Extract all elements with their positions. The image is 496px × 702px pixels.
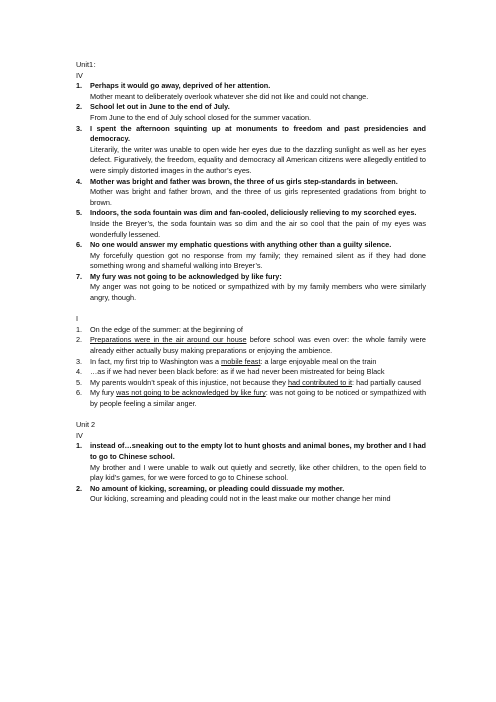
item-explanation: Our kicking, screaming and pleading could not in the least make our mother change her mind xyxy=(90,494,391,504)
item-explanation: Mother was bright and father brown, and the three of us girls represented gradations from bright to brown. xyxy=(90,187,426,207)
item-explanation: My brother and I were unable to walk out quietly and secretly, like other children, to the open field to play kid’s games, for we were forced to go to Chinese school. xyxy=(90,462,426,483)
unit1-section-i-heading: I xyxy=(76,314,79,324)
item-explanation: My forcefully question got no response from my family; they remained silent as if they had done something wrong and shameful walking into Breyer’s. xyxy=(90,250,426,271)
item-number: 4. xyxy=(76,367,83,377)
unit2-section-iv-heading: IV xyxy=(76,430,83,440)
item-number: 1. xyxy=(76,441,83,451)
item-underlined-phrase: mobile feast xyxy=(221,356,261,366)
list-item xyxy=(76,388,426,409)
list-item xyxy=(76,378,426,389)
item-number: 4. xyxy=(76,176,83,186)
list-item xyxy=(76,208,426,240)
item-quote: I spent the afternoon squinting up at monuments to freedom and past presidencies and democracy. xyxy=(90,123,426,144)
item-text: …as if we had never been black before: as if we had never been mistreated for being Black xyxy=(90,367,385,377)
item-underlined-phrase: Preparations were in the air around our house xyxy=(90,335,247,345)
item-quote: No amount of kicking, screaming, or pleading could dissuade my mother. xyxy=(90,483,345,493)
list-item xyxy=(76,367,426,378)
item-quote: Indoors, the soda fountain was dim and fan-cooled, deliciously relieving to my scorched eyes. xyxy=(90,208,417,218)
item-number: 2. xyxy=(76,483,83,493)
list-item xyxy=(76,335,426,356)
unit1-section-iv-heading: IV xyxy=(76,70,83,80)
item-explanation: Inside the Breyer’s, the soda fountain was so dim and the air so cool that the pain of my eyes was wonderfully lessened. xyxy=(90,218,426,239)
item-text-before: In fact, my first trip to Washington was a xyxy=(90,356,222,366)
item-number: 1. xyxy=(76,81,83,91)
item-number: 3. xyxy=(76,123,83,133)
item-number: 5. xyxy=(76,377,83,387)
item-number: 2. xyxy=(76,102,83,112)
item-explanation: My anger was not going to be noticed or sympathized with by my family members who were similarly angry, though. xyxy=(90,282,426,303)
item-quote: School let out in June to the end of July. xyxy=(90,102,230,112)
item-text: before school was even over: the whole family were already either actually busy making preparations or enjoying the ambience. xyxy=(90,335,426,356)
list-item xyxy=(76,441,426,483)
item-underlined-phrase: was not going to be acknowledged by like fury xyxy=(116,388,266,398)
list-item xyxy=(76,272,426,304)
item-quote: My fury was not going to be acknowledged by like fury: xyxy=(90,271,282,281)
item-text-before: My fury xyxy=(90,388,117,398)
list-item xyxy=(76,357,426,368)
item-number: 6. xyxy=(76,388,83,398)
item-number: 7. xyxy=(76,271,83,281)
list-item xyxy=(76,177,426,209)
item-text: : a large enjoyable meal on the train xyxy=(260,356,377,366)
item-text: : was not going to be noticed or sympathized with by people feeling a similar anger. xyxy=(90,388,427,408)
list-item xyxy=(76,325,426,336)
item-text-before: My parents wouldn’t speak of this injustice, not because they xyxy=(90,377,288,387)
list-item xyxy=(76,81,426,102)
item-explanation: From June to the end of July school closed for the summer vacation. xyxy=(90,112,312,122)
unit1-heading: Unit1： xyxy=(76,60,101,69)
item-number: 3. xyxy=(76,356,83,366)
item-explanation: Mother meant to deliberately overlook whatever she did not like and could not change. xyxy=(90,91,369,101)
item-quote: instead of…sneaking out to the empty lot to hunt ghosts and animal bones, my brother and I had to go to Chinese school. xyxy=(90,441,426,461)
list-item xyxy=(76,102,426,123)
item-underlined-phrase: had contributed to it xyxy=(287,377,353,387)
item-text: On the edge of the summer: at the beginning of xyxy=(90,324,243,334)
list-item xyxy=(76,240,426,272)
item-quote: Mother was bright and father was brown, the three of us girls step-standards in between. xyxy=(90,176,398,186)
item-quote: Perhaps it would go away, deprived of her attention. xyxy=(90,81,271,91)
item-number: 6. xyxy=(76,240,83,250)
list-item xyxy=(76,484,426,505)
item-number: 1. xyxy=(76,324,83,334)
item-number: 2. xyxy=(76,335,83,345)
item-number: 5. xyxy=(76,208,83,218)
item-text: : had partially caused xyxy=(352,377,421,387)
spacer xyxy=(76,304,426,315)
unit2-heading: Unit 2 xyxy=(76,420,96,430)
item-quote: No one would answer my emphatic questions with anything other than a guilty silence. xyxy=(90,240,392,250)
spacer xyxy=(76,410,426,421)
item-explanation: Literarily, the writer was unable to open wide her eyes due to the dazzling sunlight as well as her eyes defect. Figuratively, the freedom, equality and democracy all American citizens were allegedly entitled to were simply distorted images in the author’s eyes. xyxy=(90,144,426,175)
list-item xyxy=(76,124,426,177)
